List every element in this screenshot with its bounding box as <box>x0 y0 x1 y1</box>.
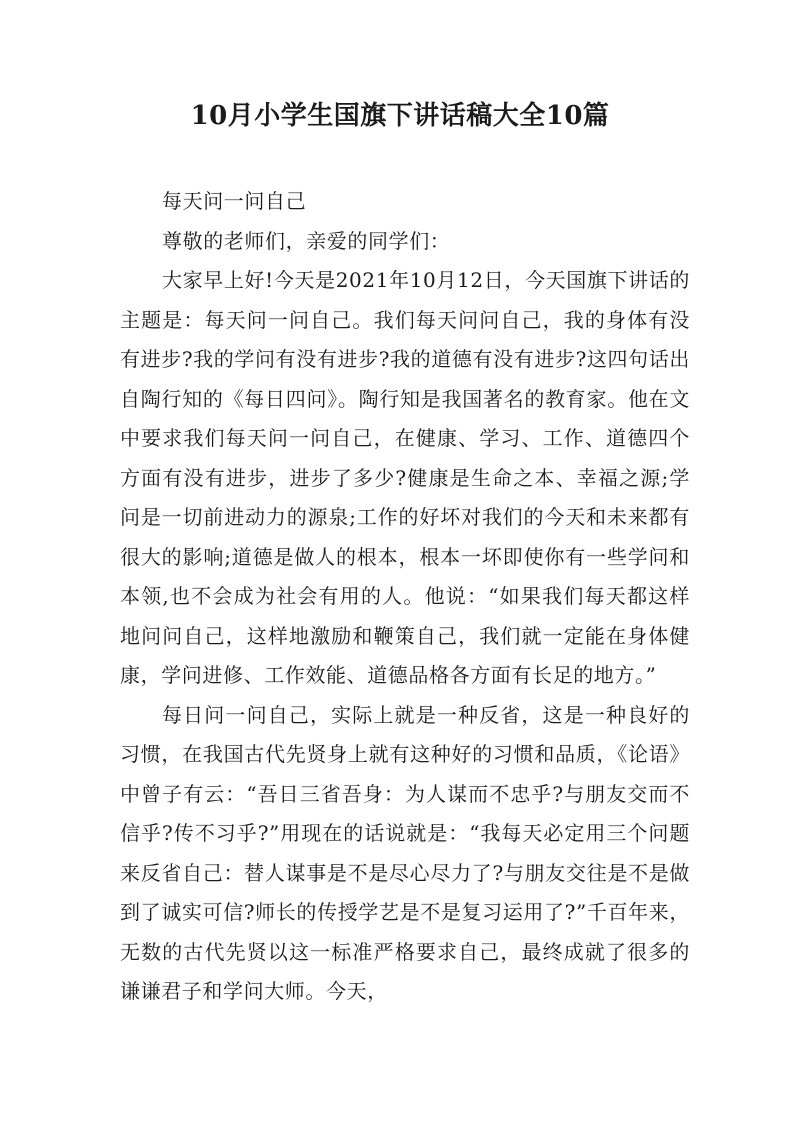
paragraph-1: 大家早上好!今天是2021年10月12日，今天国旗下讲话的主题是：每天问一问自己。我们每天问问自己，我的身体有没有进步?我的学问有没有进步?我的道德有没有进步?这四句话出自陶行知的《每日四问》。陶行知是我国著名的教育家。他在文中要求我们每天问一问自己，在健康、学习、工作、道德四个方面有没有进步，进步了多少?健康是生命之本、幸福之源;学问是一切前进动力的源泉;工作的好坏对我们的今天和未来都有很大的影响;道德是做人的根本，根本一坏即使你有一些学问和本领,也不会成为社会有用的人。他说：“如果我们每天都这样地问问自己，这样地激励和鞭策自己，我们就一定能在身体健康，学问进修、工作效能、道德品格各方面有长足的地方。” <box>120 268 690 687</box>
greeting: 尊敬的老师们，亲爱的同学们： <box>162 228 451 253</box>
document-body <box>120 182 690 1012</box>
section-heading: 每天问一问自己 <box>162 189 307 213</box>
document-title: 10月小学生国旗下讲话稿大全10篇 <box>190 101 610 131</box>
paragraph-2: 每日问一问自己，实际上就是一种反省，这是一种良好的习惯，在我国古代先贤身上就有这种好的习惯和品质，《论语》中曾子有云：“吾日三省吾身：为人谋而不忠乎?与朋友交而不信乎?传不习乎?”用现在的话说就是：“我每天必定用三个问题来反省自己：替人谋事是不是尽心尽力了?与朋友交往是不是做到了诚实可信?师长的传授学艺是不是复习运用了?”千百年来，无数的古代先贤以这一标准严格要求自己，最终成就了很多的谦谦君子和学问大师。今天， <box>120 702 690 1003</box>
